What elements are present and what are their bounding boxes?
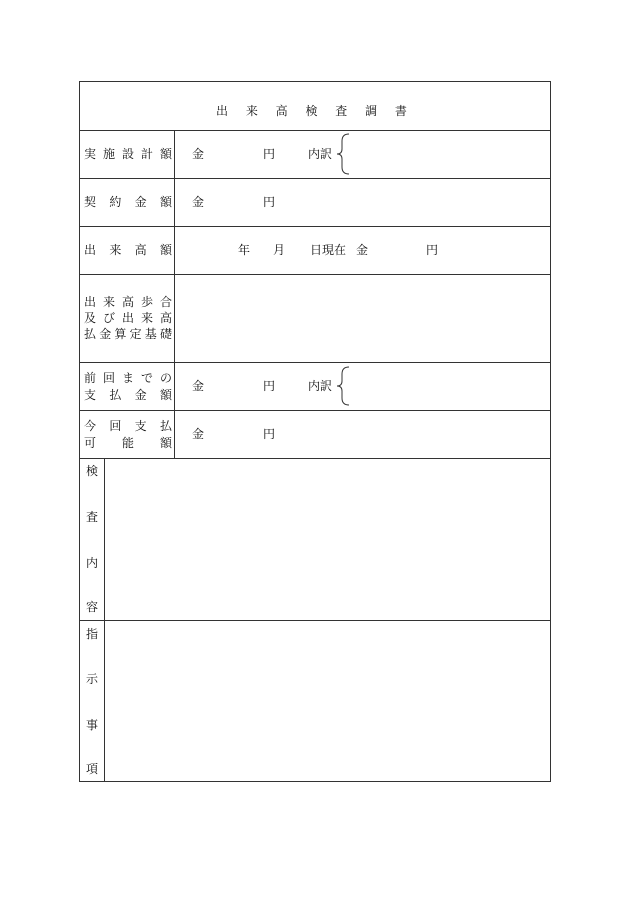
progress-rate-label-3: 払金算定基礎: [84, 327, 172, 341]
brace-icon: [336, 133, 350, 175]
row-divider: [80, 362, 550, 363]
previous-payment-uchiwake: 内訳: [308, 379, 333, 393]
row-divider: [80, 130, 550, 131]
design-amount-kin: 金: [192, 147, 205, 161]
previous-payment-kin: 金: [192, 379, 205, 393]
progress-amount-day-as-of: 日現在: [310, 243, 347, 257]
row-divider: [80, 410, 550, 411]
payable-amount-kin: 金: [192, 427, 205, 441]
progress-amount-kin: 金: [356, 243, 369, 257]
instructions-char-4: 項: [86, 762, 99, 776]
label-column-divider: [174, 130, 175, 458]
payable-amount-label-2: 可能額: [84, 436, 172, 450]
contract-amount-label: 契約金額: [84, 195, 172, 209]
inspection-content-char-2: 査: [86, 510, 99, 524]
row-divider: [80, 274, 550, 275]
payable-amount-en: 円: [263, 427, 276, 441]
inspection-content-char-3: 内: [86, 556, 99, 570]
contract-amount-kin: 金: [192, 195, 205, 209]
progress-amount-en: 円: [426, 243, 439, 257]
progress-amount-month: 月: [273, 243, 286, 257]
progress-inspection-form: [79, 81, 551, 782]
instructions-char-3: 事: [86, 718, 99, 732]
previous-payment-label-2: 支払金額: [84, 388, 172, 402]
previous-payment-en: 円: [263, 379, 276, 393]
design-amount-en: 円: [263, 147, 276, 161]
previous-payment-label-1: 前回までの: [84, 371, 172, 385]
contract-amount-en: 円: [263, 195, 276, 209]
form-title: 出 来 高 検 査 調 書: [216, 104, 414, 118]
inspection-content-char-4: 容: [86, 600, 99, 614]
row-divider: [80, 178, 550, 179]
inspection-content-char-1: 検: [86, 464, 99, 478]
progress-amount-label: 出来高額: [84, 243, 172, 257]
payable-amount-label-1: 今回支払: [84, 419, 172, 433]
instructions-char-2: 示: [86, 672, 99, 686]
instructions-char-1: 指: [86, 627, 99, 641]
progress-rate-label-1: 出来高歩合: [84, 295, 172, 309]
brace-icon: [336, 366, 350, 406]
instructions-area: [105, 621, 550, 781]
row-divider: [80, 226, 550, 227]
design-amount-label: 実施設計額: [84, 147, 172, 161]
inspection-content-area: [105, 459, 550, 619]
progress-amount-year: 年: [238, 243, 251, 257]
progress-rate-label-2: 及び出来高: [84, 311, 172, 325]
design-amount-uchiwake: 内訳: [308, 147, 333, 161]
